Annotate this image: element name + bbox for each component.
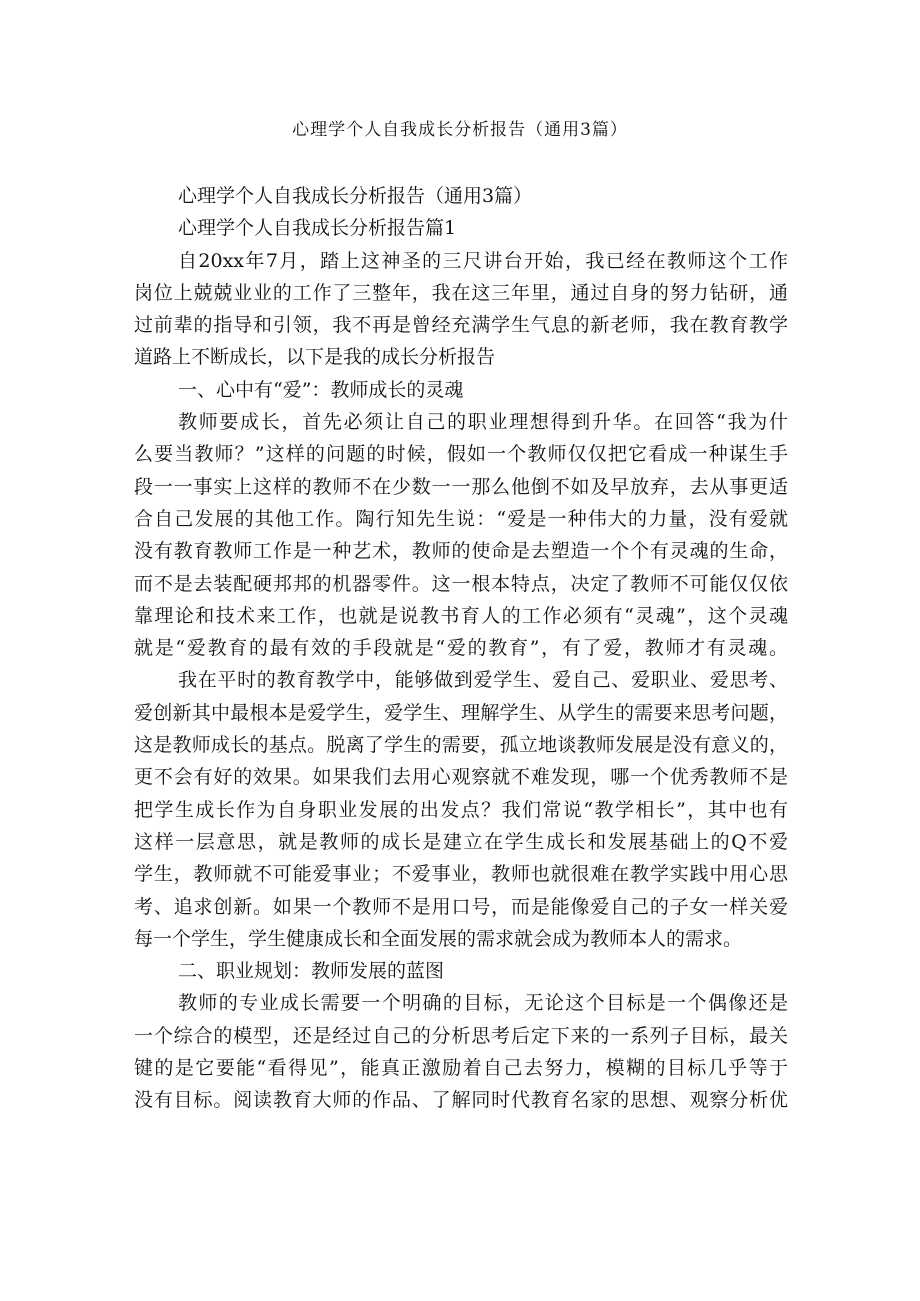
section-title-line: 心理学个人自我成长分析报告篇1 [178, 217, 457, 240]
paragraph-line: 就是“爱教育的最有效的手段就是“爱的教育”，有了爱，教师才有灵魂。 [134, 637, 788, 660]
heading-line: 一、心中有“爱”：教师成长的灵魂 [178, 378, 464, 401]
paragraph-line: 合自己发展的其他工作。陶行知先生说：“爱是一种伟大的力量，没有爱就 [134, 507, 788, 530]
paragraph-line: 过前辈的指导和引领，我不再是曾经充满学生气息的新老师，我在教育教学 [134, 314, 788, 337]
subtitle-line: 心理学个人自我成长分析报告（通用3篇） [178, 185, 533, 207]
paragraph-line: 爱创新其中最根本是爱学生，爱学生、理解学生、从学生的需要来思考问题， [134, 701, 788, 724]
paragraph-line: 学生，教师就不可能爱事业；不爱事业，教师也就很难在教学实践中用心思 [134, 863, 788, 886]
paragraph-line: 键的是它要能“看得见”，能真正激励着自己去努力，模糊的目标几乎等于 [134, 1057, 788, 1080]
paragraph-line: 没有目标。阅读教育大师的作品、了解同时代教育名家的思想、观察分析优 [134, 1089, 788, 1112]
heading-line: 二、职业规划：教师发展的蓝图 [178, 960, 445, 983]
paragraph-line: 每一个学生，学生健康成长和全面发展的需求就会成为教师本人的需求。 [134, 927, 743, 950]
paragraph-line: 没有教育教师工作是一种艺术，教师的使命是去塑造一个个有灵魂的生命， [134, 540, 788, 563]
paragraph-line: 而不是去装配硬邦邦的机器零件。这一根本特点，决定了教师不可能仅仅依 [134, 572, 788, 595]
paragraph-line: 这是教师成长的基点。脱离了学生的需要，孤立地谈教师发展是没有意义的， [134, 734, 788, 757]
paragraph-line: 教师的专业成长需要一个明确的目标，无论这个目标是一个偶像还是 [178, 992, 788, 1015]
paragraph-line: 自20xx年7月，踏上这神圣的三尺讲台开始，我已经在教师这个工作 [178, 249, 788, 272]
paragraph-line: 岗位上兢兢业业的工作了三整年，我在这三年里，通过自身的努力钻研，通 [134, 281, 788, 304]
document-title: 心理学个人自我成长分析报告（通用3篇） [292, 120, 628, 140]
paragraph-line: 我在平时的教育教学中，能够做到爱学生、爱自己、爱职业、爱思考、 [178, 669, 788, 692]
paragraph-line: 教师要成长，首先必须让自己的职业理想得到升华。在回答“我为什 [178, 411, 788, 434]
paragraph-line: 段一一事实上这样的教师不在少数一一那么他倒不如及早放弃，去从事更适 [134, 475, 788, 498]
paragraph-line: 靠理论和技术来工作，也就是说教书育人的工作必须有“灵魂”，这个灵魂 [134, 604, 788, 627]
paragraph-line: 这样一层意思，就是教师的成长是建立在学生成长和发展基础上的Q不爱 [134, 830, 788, 853]
paragraph-line: 一个综合的模型，还是经过自己的分析思考后定下来的一系列子目标，最关 [134, 1024, 788, 1047]
paragraph-line: 把学生成长作为自身职业发展的出发点？我们常说“教学相长”，其中也有 [134, 798, 788, 821]
paragraph-line: 道路上不断成长，以下是我的成长分析报告 [134, 346, 496, 369]
document-body [134, 180, 788, 1117]
paragraph-line: 更不会有好的效果。如果我们去用心观察就不难发现，哪一个优秀教师不是 [134, 766, 788, 789]
paragraph-line: 考、追求创新。如果一个教师不是用口号，而是能像爱自己的子女一样关爱 [134, 895, 788, 918]
paragraph-line: 么要当教师？”这样的问题的时候，假如一个教师仅仅把它看成一种谋生手 [134, 443, 788, 466]
